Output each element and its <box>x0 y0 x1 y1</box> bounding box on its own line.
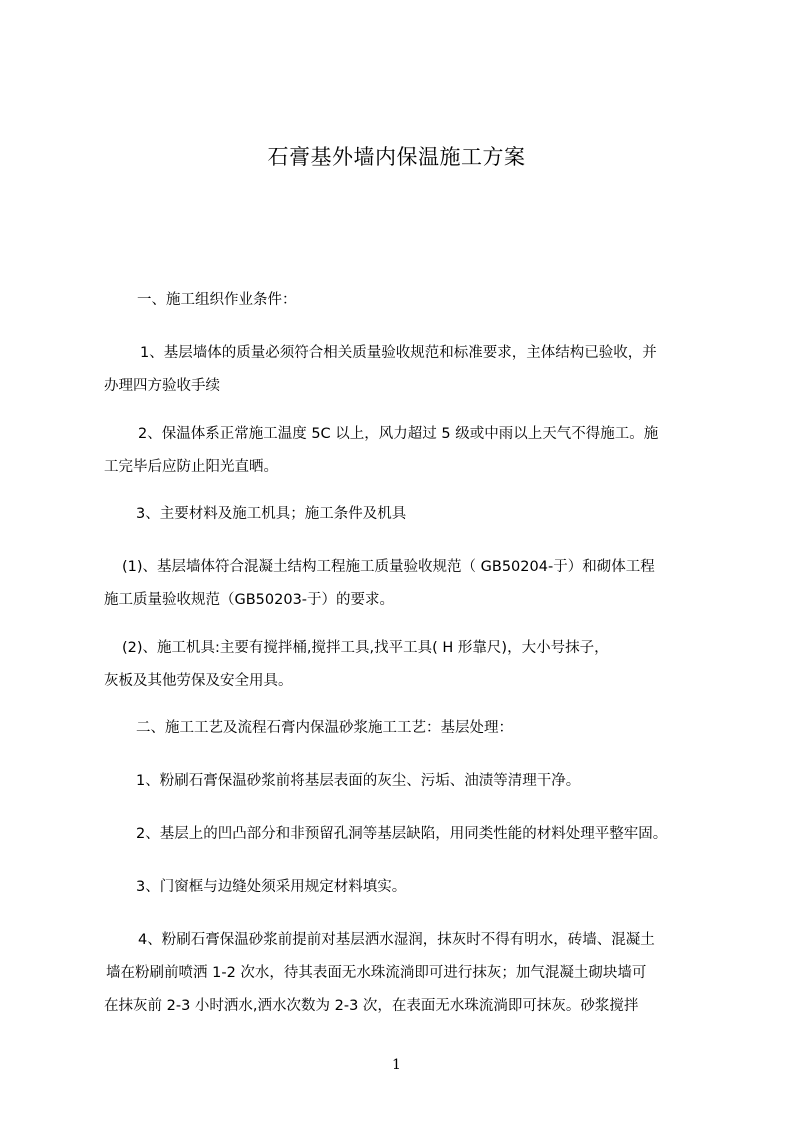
paragraph-9 <box>104 924 655 1023</box>
text-line: 一、施工组织作业条件： <box>137 292 297 308</box>
paragraph-3 <box>136 498 406 531</box>
text-line: 工完毕后应防止阳光直晒。 <box>104 459 278 475</box>
paragraph-7 <box>136 818 667 851</box>
document-title: 石膏基外墙内保温施工方案 <box>267 145 526 169</box>
text-line: 1、基层墙体的质量必须符合相关质量验收规范和标准要求，主体结构已验收，并 <box>140 345 657 361</box>
text-line: 4、粉刷石膏保温砂浆前提前对基层洒水湿润，抹灰时不得有明水，砖墙、混凝土 <box>138 932 655 948</box>
text-line: (1)、基层墙体符合混凝土结构工程施工质量验收规范（ GB50204-于）和砌体工程 <box>122 559 655 575</box>
text-line: 墙在粉刷前喷洒 1-2 次水，待其表面无水珠流淌即可进行抹灰；加气混凝土砌块墙可 <box>106 965 647 981</box>
paragraph-4 <box>104 551 655 617</box>
paragraph-6 <box>136 765 580 798</box>
page-number: 1 <box>392 1057 401 1073</box>
text-line: 3、门窗框与边缝处须采用规定材料填实。 <box>136 879 407 895</box>
text-line: 在抹灰前 2-3 小时洒水,洒水次数为 2-3 次，在表面无水珠流淌即可抹灰。砂浆搅拌 <box>104 998 639 1014</box>
section-heading-2 <box>136 712 513 745</box>
paragraph-2 <box>104 418 658 484</box>
text-line: 2、基层上的凹凸部分和非预留孔洞等基层缺陷，用同类性能的材料处理平整牢固。 <box>136 826 668 842</box>
section-heading-1 <box>137 284 297 317</box>
text-line: 二、施工工艺及流程石膏内保温砂浆施工工艺：基层处理： <box>136 720 513 736</box>
text-line: (2)、施工机具:主要有搅拌桶,搅拌工具,找平工具( H 形靠尺)，大小号抹子， <box>122 640 609 656</box>
text-line: 施工质量验收规范（GB50203-于）的要求。 <box>104 592 395 608</box>
text-line: 灰板及其他劳保及安全用具。 <box>104 673 293 689</box>
text-line: 办理四方验收手续 <box>104 378 220 394</box>
text-line: 2、保温体系正常施工温度 5C 以上，风力超过 5 级或中雨以上天气不得施工。施 <box>138 426 659 442</box>
paragraph-8 <box>136 871 406 904</box>
paragraph-5 <box>104 632 609 698</box>
text-line: 3、主要材料及施工机具；施工条件及机具 <box>136 506 407 522</box>
text-line: 1、粉刷石膏保温砂浆前将基层表面的灰尘、污垢、油渍等清理干净。 <box>136 773 581 789</box>
paragraph-1 <box>104 337 657 403</box>
